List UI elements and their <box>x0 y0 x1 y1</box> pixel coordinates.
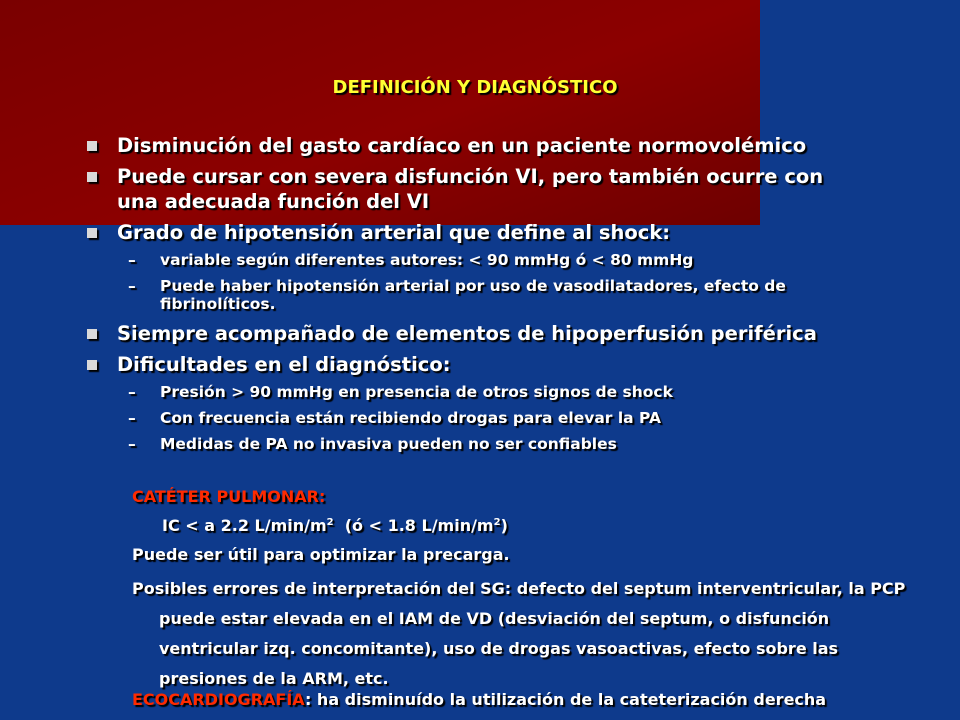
square-bullet-icon <box>87 329 97 339</box>
square-bullet-icon <box>87 141 97 151</box>
sub-bullet-item <box>0 383 960 401</box>
sub-bullet-text: Presión > 90 mmHg en presencia de otros signos de shock <box>160 383 673 401</box>
sub-bullet-item <box>0 277 960 313</box>
sub-bullet-text: Medidas de PA no invasiva pueden no ser confiables <box>160 435 617 453</box>
eco-line <box>132 685 892 715</box>
bullet-text: Siempre acompañado de elementos de hipoperfusión periférica <box>117 322 817 345</box>
bullet-text: Dificultades en el diagnóstico: <box>117 353 451 376</box>
errores-paragraph: Posibles errores de interpretación del SG: defecto del septum interventricular, la PCP puede estar elevada en el IAM de VD (desviación del septum, o disfunción ventricular izq. concomitante), uso de drogas vasoactivas, efecto sobre las presiones de la ARM, etc. <box>132 579 906 688</box>
eco-text: : ha disminuído la utilización de la cateterización derecha <box>304 690 827 709</box>
sub-bullet-text: Puede haber hipotensión arterial por uso de vasodilatadores, efecto de fibrinolíticos. <box>160 277 786 313</box>
cateter-heading: CATÉTER PULMONAR: <box>132 487 326 506</box>
precarga-line: Puede ser útil para optimizar la precarga. <box>132 545 510 564</box>
bullet-item <box>0 133 960 158</box>
bullet-item <box>0 352 960 377</box>
sub-bullet-text: Con frecuencia están recibiendo drogas para elevar la PA <box>160 409 661 427</box>
bullet-text: Puede cursar con severa disfunción VI, pero también ocurre con una adecuada función del VI <box>117 165 824 213</box>
bullet-list <box>0 133 960 461</box>
eco-label: ECOCARDIOGRAFÍA <box>132 690 305 709</box>
square-bullet-icon <box>87 360 97 370</box>
dash-bullet-icon: – <box>128 277 136 295</box>
sub-bullet-text: variable según diferentes autores: < 90 mmHg ó < 80 mmHg <box>160 251 694 269</box>
sub-bullet-item <box>0 409 960 427</box>
bullet-item <box>0 220 960 245</box>
bullet-item <box>0 164 960 214</box>
bullet-text: Grado de hipotensión arterial que define al shock: <box>117 221 671 244</box>
dash-bullet-icon: – <box>128 383 136 401</box>
bullet-text: Disminución del gasto cardíaco en un paciente normovolémico <box>117 134 807 157</box>
slide-title: DEFINICIÓN Y DIAGNÓSTICO <box>332 77 618 98</box>
dash-bullet-icon: – <box>128 251 136 269</box>
bullet-item <box>0 321 960 346</box>
dash-bullet-icon: – <box>128 435 136 453</box>
square-bullet-icon <box>87 172 97 182</box>
sub-bullet-item <box>0 251 960 269</box>
dash-bullet-icon: – <box>128 409 136 427</box>
sub-bullet-item <box>0 435 960 453</box>
square-bullet-icon <box>87 228 97 238</box>
ic-value-line: IC < a 2.2 $L/\min/m^2$ (ó < 1.8 $L/\min/m^2$) <box>162 516 508 535</box>
